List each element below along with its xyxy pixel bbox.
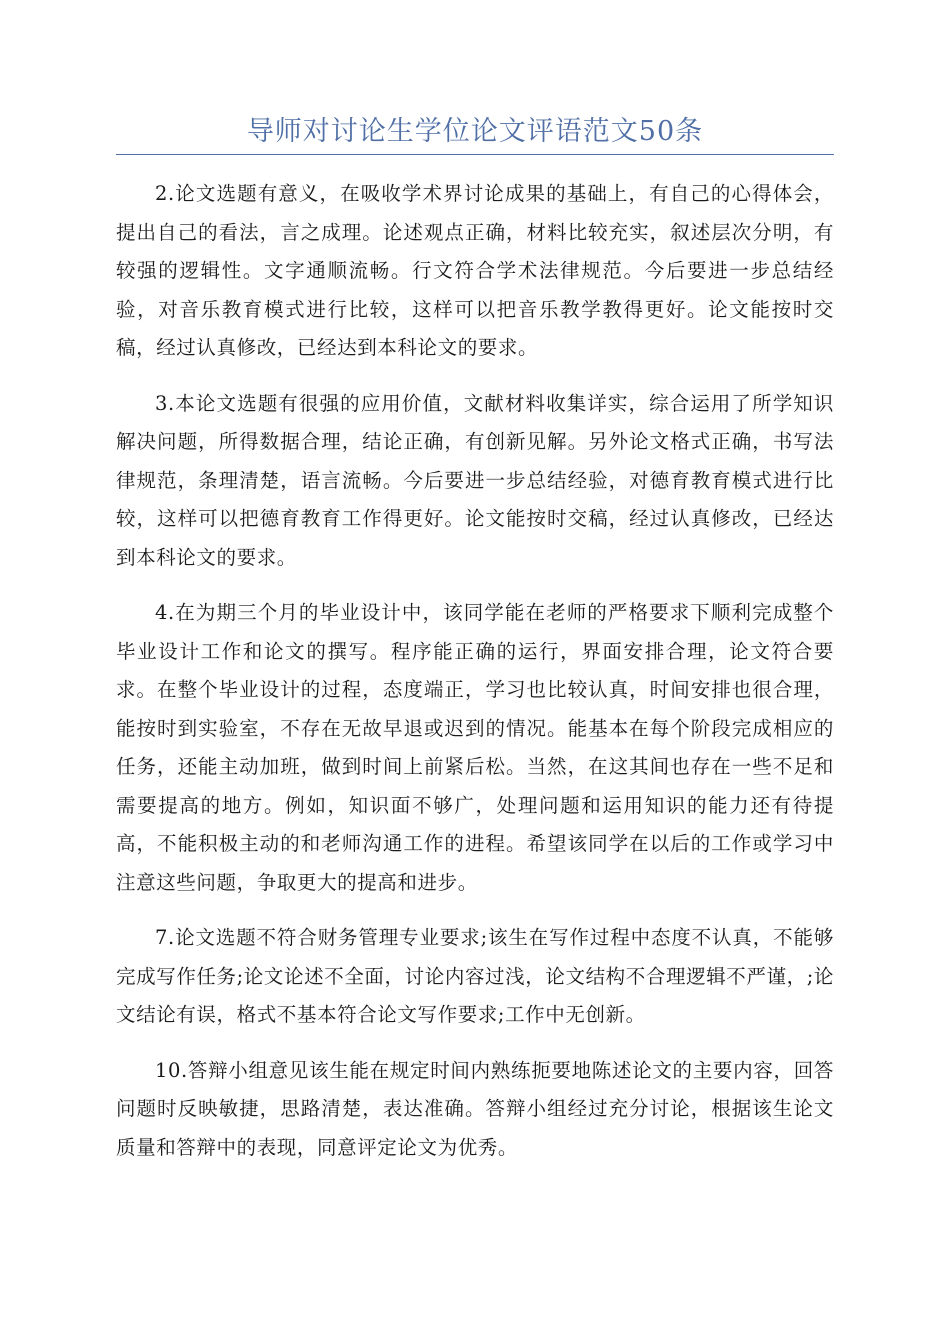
comment-paragraph-4: 4.在为期三个月的毕业设计中，该同学能在老师的严格要求下顺利完成整个毕业设计工作和论文的撰写。程序能正确的运行，界面安排合理，论文符合要求。在整个毕业设计的过程，态度端正，学习也比较认真，时间安排也很合理，能按时到实验室，不存在无故早退或迟到的情况。能基本在每个阶段完成相应的任务，还能主动加班，做到时间上前紧后松。当然，在这其间也存在一些不足和需要提高的地方。例如，知识面不够广，处理问题和运用知识的能力还有待提高，不能积极主动的和老师沟通工作的进程。希望该同学在以后的工作或学习中注意这些问题，争取更大的提高和进步。 — [116, 601, 834, 894]
document-body — [116, 175, 834, 1184]
comment-paragraph-3: 3.本论文选题有很强的应用价值，文献材料收集详实，综合运用了所学知识解决问题，所得数据合理，结论正确，有创新见解。另外论文格式正确，书写法律规范，条理清楚，语言流畅。今后要进一步总结经验，对德育教育模式进行比较，这样可以把德育教育工作得更好。论文能按时交稿，经过认真修改，已经达到本科论文的要求。 — [116, 391, 834, 569]
title-block — [116, 112, 834, 152]
comment-paragraph-2: 2.论文选题有意义，在吸收学术界讨论成果的基础上，有自己的心得体会，提出自己的看法，言之成理。论述观点正确，材料比较充实，叙述层次分明，有较强的逻辑性。文字通顺流畅。行文符合学术法律规范。今后要进一步总结经验，对音乐教育模式进行比较，这样可以把音乐教学教得更好。论文能按时交稿，经过认真修改，已经达到本科论文的要求。 — [116, 182, 834, 359]
title-underline — [116, 154, 834, 155]
comment-paragraph-10: 10.答辩小组意见该生能在规定时间内熟练扼要地陈述论文的主要内容，回答问题时反映敏捷，思路清楚，表达准确。答辩小组经过充分讨论，根据该生论文质量和答辩中的表现，同意评定论文为优秀。 — [116, 1058, 834, 1159]
document-title: 导师对讨论生学位论文评语范文50条 — [246, 116, 704, 147]
comment-paragraph-7: 7.论文选题不符合财务管理专业要求;该生在写作过程中态度不认真，不能够完成写作任务;论文论述不全面，讨论内容过浅，论文结构不合理逻辑不严谨，;论文结论有误，格式不基本符合论文写作要求;工作中无创新。 — [116, 926, 834, 1026]
